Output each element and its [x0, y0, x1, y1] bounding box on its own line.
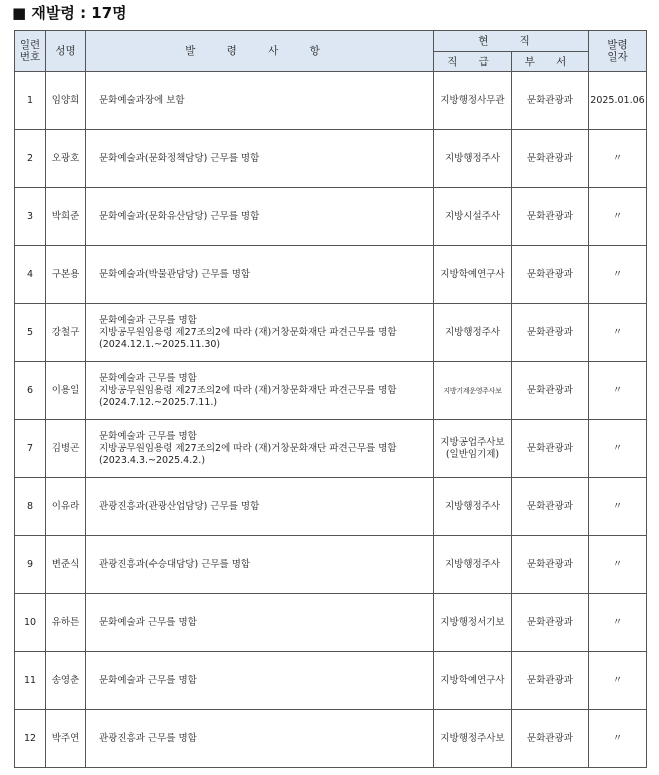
row-no: 1 — [15, 72, 46, 130]
rank-line: 지방행정주사 — [444, 326, 501, 338]
matter-line: 문화예술과(박물관담당) 근무를 명함 — [99, 268, 251, 280]
header-no — [15, 31, 46, 72]
row-rank — [434, 362, 512, 420]
matter-line: (2024.7.12.~2025.7.11.) — [99, 396, 218, 408]
matter-line: 관광진흥과 근무를 명함 — [99, 732, 197, 744]
row-dept: 문화관광과 — [512, 594, 589, 652]
row-no: 10 — [15, 594, 46, 652]
rank-line: 지방학예연구사 — [440, 268, 505, 280]
matter-line: 지방공무원임용령 제27조의2에 따라 (재)거창문화재단 파견근무를 명함 — [99, 442, 397, 454]
rank-line: 지방학예연구사 — [440, 674, 505, 686]
row-name: 이유라 — [46, 478, 86, 536]
row-name: 김병곤 — [46, 420, 86, 478]
row-rank — [434, 420, 512, 478]
row-rank — [434, 130, 512, 188]
table-row — [15, 710, 647, 768]
matter-line: 지방공무원임용령 제27조의2에 따라 (재)거창문화재단 파견근무를 명함 — [99, 326, 397, 338]
matter-line: 문화예술과(문화정책담당) 근무를 명함 — [99, 152, 260, 164]
table-row — [15, 478, 647, 536]
row-no: 2 — [15, 130, 46, 188]
table-row — [15, 188, 647, 246]
row-matter — [86, 594, 434, 652]
header-date-line2: 일자 — [607, 51, 628, 63]
row-dept: 문화관광과 — [512, 304, 589, 362]
rank-line: 지방시설주사 — [444, 210, 501, 222]
row-date: 2025.01.06 — [589, 72, 647, 130]
row-name: 구본용 — [46, 246, 86, 304]
matter-line: 문화예술과 근무를 명함 — [99, 616, 197, 628]
rank-line: 지방기계운영주사보 — [443, 386, 502, 395]
table-row — [15, 362, 647, 420]
header-name: 성명 — [46, 31, 86, 72]
row-matter — [86, 72, 434, 130]
row-no: 12 — [15, 710, 46, 768]
row-matter — [86, 130, 434, 188]
table-row — [15, 72, 647, 130]
row-date: 〃 — [589, 536, 647, 594]
row-dept: 문화관광과 — [512, 130, 589, 188]
matter-line: (2023.4.3.~2025.4.2.) — [99, 454, 206, 466]
rank-line: 지방행정사무관 — [440, 94, 505, 106]
row-matter — [86, 246, 434, 304]
row-no: 3 — [15, 188, 46, 246]
row-rank — [434, 304, 512, 362]
row-dept: 문화관광과 — [512, 246, 589, 304]
row-rank — [434, 594, 512, 652]
table-row — [15, 130, 647, 188]
matter-line: 문화예술과 근무를 명함 — [99, 314, 197, 326]
row-rank — [434, 652, 512, 710]
row-name: 임양희 — [46, 72, 86, 130]
row-matter — [86, 188, 434, 246]
row-rank — [434, 478, 512, 536]
row-no: 7 — [15, 420, 46, 478]
rank-line: 지방행정서기보 — [440, 616, 505, 628]
row-matter — [86, 710, 434, 768]
row-date: 〃 — [589, 246, 647, 304]
row-dept: 문화관광과 — [512, 362, 589, 420]
row-rank — [434, 710, 512, 768]
row-rank — [434, 246, 512, 304]
matter-line: 문화예술과장에 보함 — [99, 94, 185, 106]
header-dept: 부 서 — [512, 52, 589, 72]
header-current: 현 직 — [434, 31, 589, 52]
row-name: 이용일 — [46, 362, 86, 420]
personnel-table — [14, 30, 647, 768]
matter-line: 문화예술과(문화유산담당) 근무를 명함 — [99, 210, 260, 222]
row-matter — [86, 362, 434, 420]
row-date: 〃 — [589, 130, 647, 188]
table-row — [15, 304, 647, 362]
row-rank — [434, 536, 512, 594]
table-row — [15, 420, 647, 478]
row-no: 11 — [15, 652, 46, 710]
row-name: 송영춘 — [46, 652, 86, 710]
row-dept: 문화관광과 — [512, 710, 589, 768]
row-no: 6 — [15, 362, 46, 420]
row-no: 5 — [15, 304, 46, 362]
header-no-line1: 일련 — [19, 39, 41, 51]
row-rank — [434, 188, 512, 246]
row-matter — [86, 652, 434, 710]
row-date: 〃 — [589, 478, 647, 536]
matter-line: 관광진흥과(관광산업담당) 근무를 명함 — [99, 500, 260, 512]
row-name: 강철구 — [46, 304, 86, 362]
rank-line: 지방행정주사 — [444, 500, 501, 512]
row-dept: 문화관광과 — [512, 478, 589, 536]
table-row — [15, 594, 647, 652]
table-row — [15, 536, 647, 594]
row-matter — [86, 420, 434, 478]
header-rank: 직 급 — [434, 52, 512, 72]
row-matter — [86, 478, 434, 536]
row-dept: 문화관광과 — [512, 420, 589, 478]
rank-line: 지방행정주사보 — [440, 732, 505, 744]
row-date: 〃 — [589, 420, 647, 478]
row-name: 박희준 — [46, 188, 86, 246]
row-no: 4 — [15, 246, 46, 304]
matter-line: 문화예술과 근무를 명함 — [99, 430, 197, 442]
rank-line: 지방행정주사 — [444, 152, 501, 164]
table-body — [15, 72, 647, 768]
page-title: ■ 재발령 : 17명 — [12, 4, 127, 22]
row-name: 유하튼 — [46, 594, 86, 652]
row-date: 〃 — [589, 362, 647, 420]
table-row — [15, 652, 647, 710]
row-date: 〃 — [589, 304, 647, 362]
table-row — [15, 246, 647, 304]
row-rank — [434, 72, 512, 130]
header-date-line1: 발령 — [607, 39, 628, 51]
matter-line: (2024.12.1.~2025.11.30) — [99, 338, 221, 350]
row-dept: 문화관광과 — [512, 188, 589, 246]
row-matter — [86, 536, 434, 594]
row-date: 〃 — [589, 710, 647, 768]
row-matter — [86, 304, 434, 362]
row-no: 9 — [15, 536, 46, 594]
header-matter: 발 령 사 항 — [86, 31, 434, 72]
row-no: 8 — [15, 478, 46, 536]
matter-line: 문화예술과 근무를 명함 — [99, 674, 197, 686]
row-date: 〃 — [589, 652, 647, 710]
rank-line: 지방행정주사 — [444, 558, 501, 570]
rank-line: (일반임기제) — [445, 448, 500, 460]
row-name: 변준식 — [46, 536, 86, 594]
matter-line: 관광진흥과(수승대담당) 근무를 명함 — [99, 558, 251, 570]
matter-line: 문화예술과 근무를 명함 — [99, 372, 197, 384]
row-name: 오광호 — [46, 130, 86, 188]
row-date: 〃 — [589, 594, 647, 652]
header-no-line2: 번호 — [19, 51, 41, 63]
row-date: 〃 — [589, 188, 647, 246]
row-dept: 문화관광과 — [512, 652, 589, 710]
rank-line: 지방공업주사보 — [440, 436, 505, 448]
row-dept: 문화관광과 — [512, 536, 589, 594]
row-name: 박주연 — [46, 710, 86, 768]
row-dept: 문화관광과 — [512, 72, 589, 130]
matter-line: 지방공무원임용령 제27조의2에 따라 (재)거창문화재단 파견근무를 명함 — [99, 384, 397, 396]
header-date — [589, 31, 647, 72]
